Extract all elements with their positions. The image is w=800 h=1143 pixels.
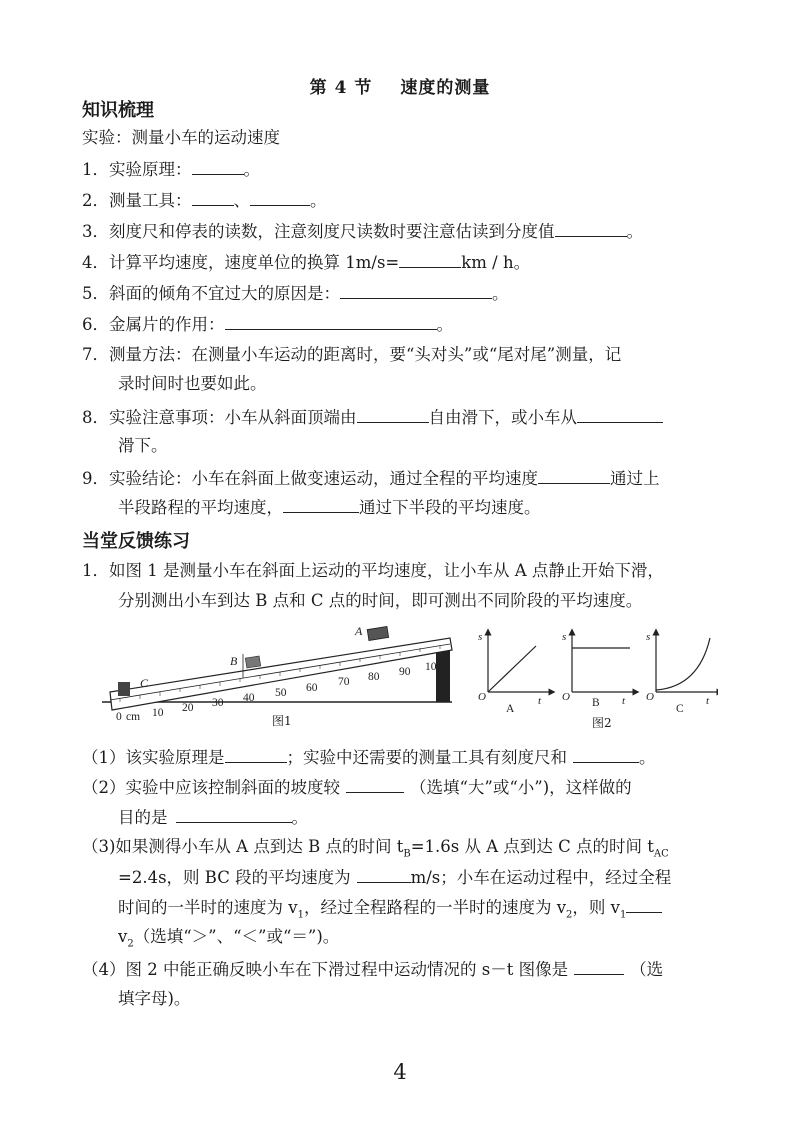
blank — [357, 406, 429, 423]
page-number: 4 — [393, 1060, 407, 1084]
origin-label: O — [478, 691, 486, 703]
metal-plate-b — [245, 656, 260, 668]
sub-question-3-line3: 时间的一半时的速度为 $v_1$，经过全程路程的一半时的速度为 $v_2$，则 $v_1$ — [118, 896, 662, 926]
sub-question-3-line1: （3)如果测得小车从 A 点到达 B 点的时间 $t_B=1.6s$ 从 A 点到达 C 点的时间 $t_{AC}$ — [82, 837, 669, 860]
sub-question-4-line2: 填字母)。 — [118, 989, 191, 1008]
blank — [346, 776, 404, 793]
figure-1-caption: 图1 — [272, 714, 292, 728]
page-title — [0, 73, 800, 98]
section-heading-practice: 当堂反馈练习 — [82, 531, 190, 552]
ruler-tick-label: 100 — [425, 661, 443, 673]
ruler-tick-label: 80 — [368, 671, 380, 683]
sub-question-3-line2: =2.4s，则 BC 段的平均速度为 m/s；小车在运动过程中，经过全程 — [118, 868, 672, 887]
ruler-tick-label: 10 — [152, 707, 164, 719]
blank — [250, 189, 310, 206]
blank — [573, 746, 639, 763]
graph-label-b: B — [592, 697, 600, 709]
item-4: 4．计算平均速度，速度单位的换算 1m/s= km / h。 — [82, 253, 531, 272]
sub-question-3-line4: $v_2$（选填“＞”、“＜”或“＝”)。 — [118, 927, 340, 950]
question-1-line1: 1．如图 1 是测量小车在斜面上运动的平均速度，让小车从 A 点静止开始下滑， — [82, 561, 664, 580]
axis-s-label: s — [562, 631, 567, 643]
axis-s-label: s — [478, 631, 483, 643]
blank — [340, 282, 492, 299]
blank — [357, 866, 411, 883]
blank — [176, 806, 292, 823]
blank — [225, 746, 287, 763]
item-3: 3．刻度尺和停表的读数，注意刻度尺读数时要注意估读到分度值 。 — [82, 222, 643, 241]
ruler-unit-label: cm — [126, 711, 141, 723]
ruler-tick-label: 0 — [116, 711, 122, 723]
car-icon — [367, 627, 388, 641]
ruler-tick-label: 60 — [306, 682, 318, 694]
item-8-line1: 8．实验注意事项：小车从斜面顶端由 自由滑下，或小车从 — [82, 406, 663, 429]
item-8-line2: 滑下。 — [118, 436, 168, 455]
item-7-line1: 7．测量方法：在测量小车运动的距离时，要“头对头”或“尾对尾”测量，记 — [82, 345, 622, 364]
item-5: 5．斜面的倾角不宜过大的原因是： 。 — [82, 284, 509, 303]
question-1-line2: 分别测出小车到达 B 点和 C 点的时间，即可测出不同阶段的平均速度。 — [118, 591, 643, 610]
blank — [538, 467, 610, 484]
ruler-tick-label: 70 — [338, 676, 350, 688]
item-2: 2．测量工具： 、 。 — [82, 191, 327, 210]
ruler-tick-label: 40 — [243, 692, 255, 704]
blank — [574, 958, 624, 975]
axis-t-label: t — [706, 695, 710, 707]
section-heading-knowledge: 知识梳理 — [82, 100, 154, 121]
section-number: 第 4 节 — [309, 78, 373, 98]
graph-label-c: C — [676, 703, 684, 715]
blank — [192, 189, 234, 206]
figure-2-graphs — [478, 626, 718, 716]
sub-question-2-line2: 目的是 。 — [118, 808, 308, 827]
blank — [399, 251, 461, 268]
section-name: 速度的测量 — [400, 78, 491, 98]
origin-label: O — [562, 691, 570, 703]
metal-plate-c — [118, 682, 130, 696]
point-b-label: B — [230, 654, 238, 668]
experiment-intro: 实验：测量小车的运动速度 — [82, 128, 280, 147]
figure-2-caption: 图2 — [592, 716, 612, 730]
ruler-tick-label: 90 — [399, 666, 411, 678]
item-7-line2: 录时间时也要如此。 — [118, 374, 267, 393]
point-a-label: A — [355, 624, 363, 638]
sub-question-2-line1: （2）实验中应该控制斜面的坡度较 （选填“大”或“小”)，这样做的 — [82, 778, 632, 797]
axis-t-label: t — [622, 695, 626, 707]
graph-label-a: A — [506, 703, 515, 715]
blank — [225, 313, 437, 330]
ruler-tick-label: 20 — [182, 702, 194, 714]
sub-question-1: （1）该实验原理是 ；实验中还需要的测量工具有刻度尺和 。 — [82, 748, 656, 767]
item-9-line2: 半段路程的平均速度， 通过下半段的平均速度。 — [118, 498, 541, 517]
origin-label: O — [646, 691, 654, 703]
blank — [577, 406, 663, 423]
item-6: 6．金属片的作用： 。 — [82, 315, 453, 334]
axis-t-label: t — [538, 695, 542, 707]
blank — [283, 496, 359, 513]
ruler-tick-label: 50 — [275, 687, 287, 699]
item-1: 1．实验原理： 。 — [82, 160, 260, 179]
blank — [626, 896, 662, 913]
blank — [555, 220, 627, 237]
blank — [192, 158, 244, 175]
ruler-tick-label: 30 — [212, 697, 224, 709]
item-9-line1: 9．实验结论：小车在斜面上做变速运动，通过全程的平均速度 通过上 — [82, 469, 660, 488]
sub-question-4-line1: （4）图 2 中能正确反映小车在下滑过程中运动情况的 s－t 图像是 （选 — [82, 960, 664, 979]
point-c-label: C — [140, 676, 149, 690]
axis-s-label: s — [646, 631, 651, 643]
